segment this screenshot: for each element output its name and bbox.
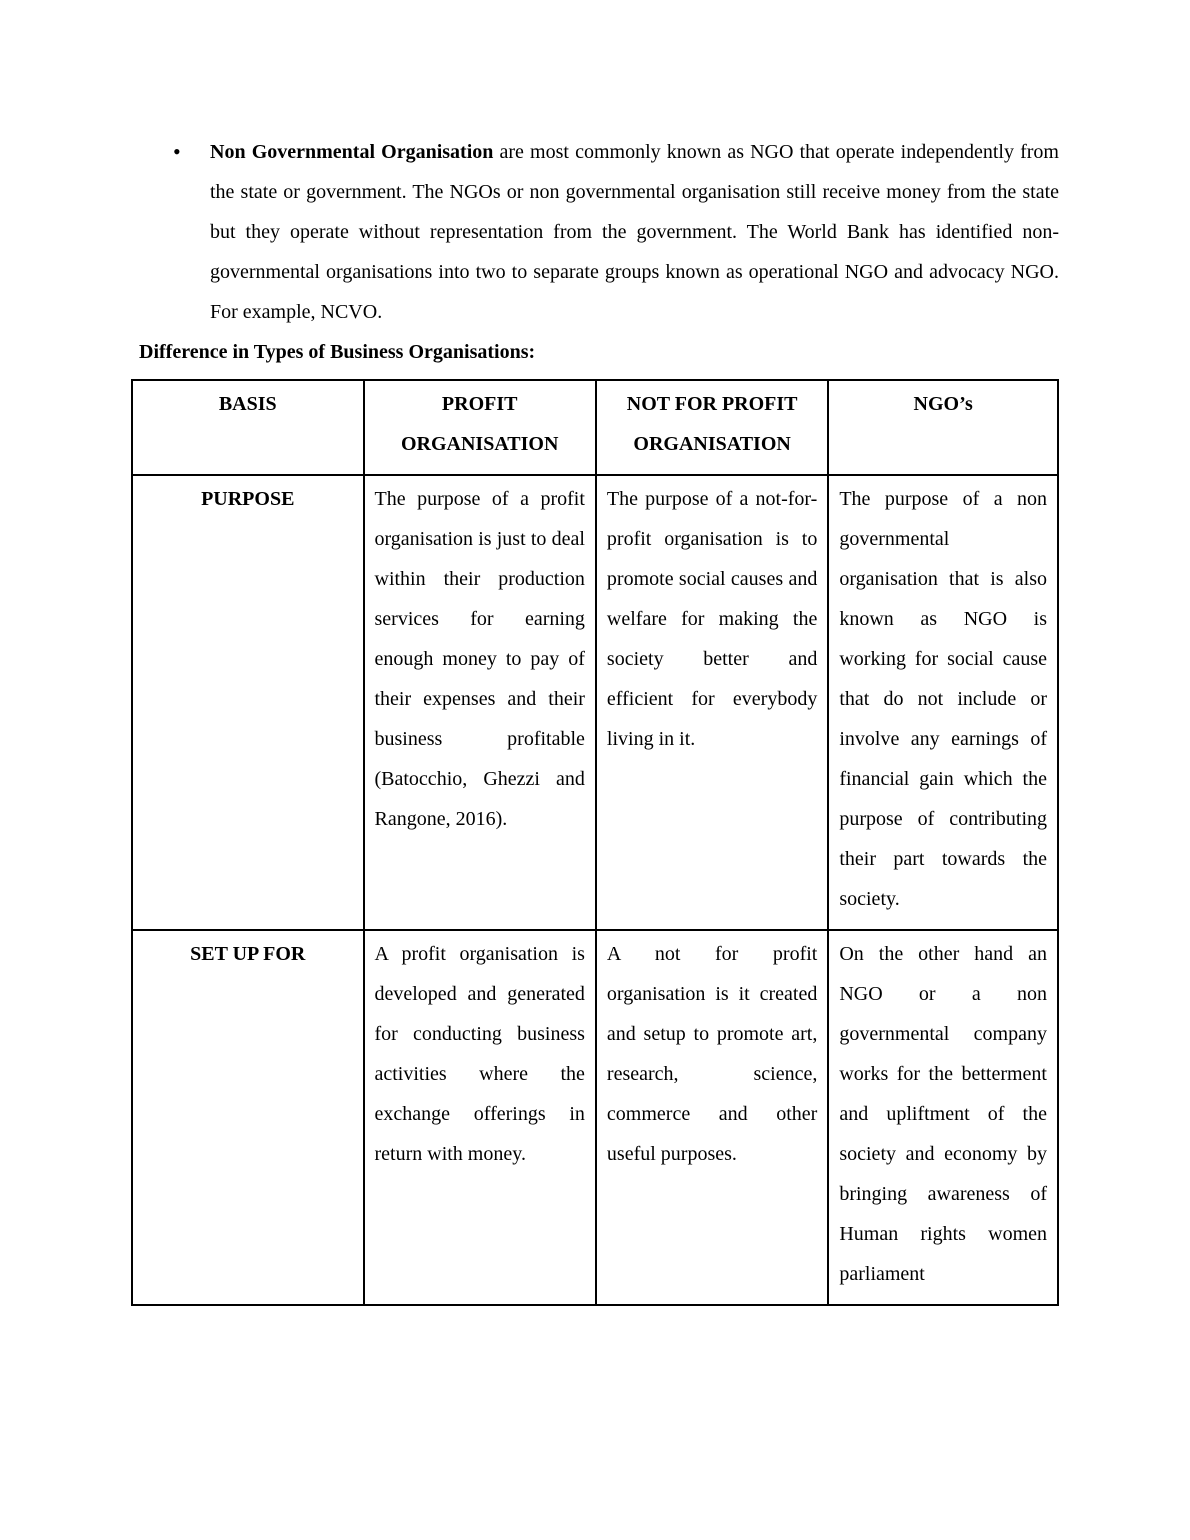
table-row-purpose xyxy=(132,475,1058,930)
column-header-basis: BASIS xyxy=(132,380,364,475)
paragraph-text xyxy=(210,132,1059,332)
table-header-row xyxy=(132,380,1058,475)
column-header-not-for-profit-organisation: NOT FOR PROFIT ORGANISATION xyxy=(596,380,828,475)
table-row-set-up-for xyxy=(132,930,1058,1305)
ngo-bullet-paragraph xyxy=(131,132,1059,332)
row-label-set-up-for: SET UP FOR xyxy=(132,930,364,1305)
table-heading: Difference in Types of Business Organisations: xyxy=(139,341,536,363)
purpose-ngo-cell: The purpose of a non governmental organisation that is also known as NGO is working for social cause that do not include or involve any earnings of financial gain which the purpose of contributing their part towards the society. xyxy=(828,475,1058,930)
set-up-for-ngo-cell: On the other hand an NGO or a non governmental company works for the betterment and upliftment of the society and economy by bringing awareness of Human rights women parliament xyxy=(828,930,1058,1305)
business-organisation-comparison-table xyxy=(131,379,1059,1306)
set-up-for-profit-cell: A profit organisation is developed and generated for conducting business activities where the exchange offerings in return with money. xyxy=(364,930,596,1305)
purpose-not-for-profit-cell: The purpose of a not-for-profit organisation is to promote social causes and welfare for making the society better and efficient for everybody living in it. xyxy=(596,475,828,930)
bullet-icon: • xyxy=(173,139,181,164)
paragraph-body: are most commonly known as NGO that operate independently from the state or government. The NGOs or non governmental organisation still receive money from the state but they operate without representation from the government. The World Bank has identified non-governmental organisations into two to separate groups known as operational NGO and advocacy NGO. For example, NCVO. xyxy=(210,141,1059,323)
row-label-purpose: PURPOSE xyxy=(132,475,364,930)
set-up-for-not-for-profit-cell: A not for profit organisation is it created and setup to promote art, research, science, commerce and other useful purposes. xyxy=(596,930,828,1305)
column-header-ngos: NGO’s xyxy=(828,380,1058,475)
paragraph-bold-lead: Non Governmental Organisation xyxy=(210,141,494,163)
purpose-profit-cell: The purpose of a profit organisation is just to deal within their production services for earning enough money to pay of their expenses and their business profitable (Batocchio, Ghezzi and Rangone, 2016). xyxy=(364,475,596,930)
column-header-profit-organisation: PROFIT ORGANISATION xyxy=(364,380,596,475)
